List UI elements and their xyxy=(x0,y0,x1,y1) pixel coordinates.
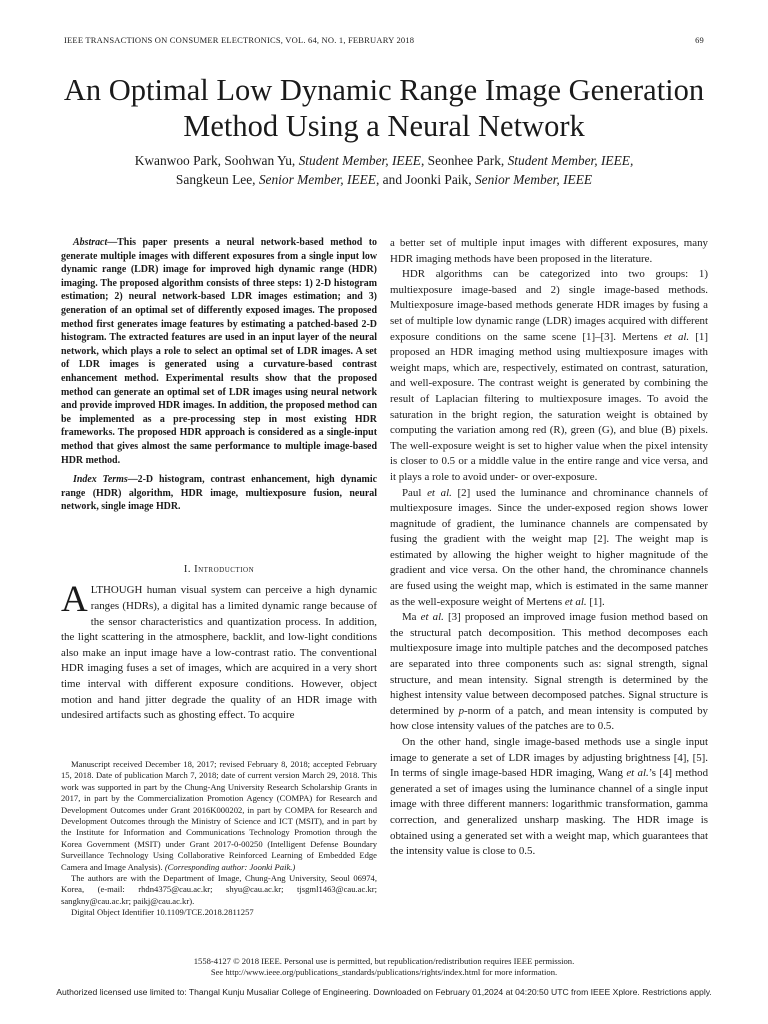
author-role-1: Student Member, IEEE xyxy=(298,153,421,168)
copyright-notice xyxy=(60,956,708,978)
section-heading xyxy=(61,562,377,578)
footnote-manuscript xyxy=(61,759,377,873)
p2-text-a: Paul xyxy=(402,486,428,499)
author-names-3: Sangkeun Lee, xyxy=(175,171,259,187)
paper-title xyxy=(40,72,728,144)
title-line-2: Method Using a Neural Network xyxy=(183,109,585,143)
right-paragraph-2 xyxy=(390,486,708,611)
author-names-1: Kwanwoo Park, Soohwan Yu, xyxy=(134,153,299,168)
page-number: 69 xyxy=(695,35,704,45)
p4-etal: et al. xyxy=(626,767,649,780)
corresponding-author: (Corresponding author: Joonki Paik.) xyxy=(164,861,296,872)
running-header xyxy=(64,35,704,49)
p2-text-b: [2] used the luminance and chrominance channels of multiexposure images. Since the under-exposed region shows lower magnitude of gradient, the luminance channels are compensated by fusing the gradient with the weight map [2]. The weight map is estimated by allowing the higher weight to higher magnitude of the gradient and vice versa. On the other hand, the chrominance channels are fused using the weight map, which is estimated in the same manner as the well-exposure weight of Mertens xyxy=(390,486,708,608)
index-terms xyxy=(61,473,377,514)
right-column xyxy=(390,236,708,860)
left-column xyxy=(61,236,377,724)
p4-text-b: ’s [4] method generated a set of images using the luminance channel of a single input image with three different manners: logarithmic transformation, gamma correction, and generalized unsharp masking. The HDR image is obtained using a generated set with a weight map, which guarantees that the intensity value is close to 0.5. xyxy=(390,767,709,858)
p2-etal: et al. xyxy=(427,486,452,499)
p3-text-c: -norm of a patch, and mean intensity is computed by how close intensity values of the patches are to 0.5. xyxy=(390,704,708,733)
section-title: Introduction xyxy=(194,563,255,575)
author-line-1 xyxy=(60,152,708,171)
author-names-4: , and Joonki Paik, xyxy=(375,171,475,187)
p1-etal: et al. xyxy=(663,330,690,343)
section-number: I. xyxy=(183,563,195,575)
p2-text-c: [1]. xyxy=(586,595,605,608)
p3-text-b: [3] proposed an improved image fusion method based on the structural patch decomposition. This method decomposes each multiexposure image into multiple patches and the decomposed patches are separated into three components such as: signal strength, signal structure, and mean intensity. Signal strength is determined by the highest intensity value between decomposed patches. Signal structure is determined by xyxy=(390,611,708,717)
intro-text: LTHOUGH human visual system can perceive a high dynamic ranges (HDRs), a digital has a limited dynamic range because of the sensor characteristics and quantization process. In addition, the light scattering in the atmosphere, backlit, and low-light conditions also make an input image have a low-contrast ratio. The conventional HDR imaging fuses a set of images, which are acquired in a very short time interval with different exposure conditions. However, object motion and hand jitter degrade the quality of an HDR image with undesired artifacts such as ghosting effect. To acquire xyxy=(61,584,377,722)
abstract xyxy=(61,236,377,467)
p1-text-a: HDR algorithms can be categorized into two groups: 1) multiexposure image-based and 2) single image-based methods. Multiexposure image-based methods generate HDR images by fusing a set of multiple low dynamic range (LDR) images acquired with different exposure conditions on the same scene [1]–[3]. Mertens xyxy=(390,268,708,343)
footnote xyxy=(61,759,377,919)
index-terms-text: —2-D histogram, contrast enhancement, high dynamic range (HDR) algorithm, HDR image, multiexposure fusion, neural network, single image HDR. xyxy=(61,474,377,513)
copyright-line-2: See http://www.ieee.org/publications_standards/publications/rights/index.html for more information. xyxy=(210,967,558,978)
right-paragraph-4 xyxy=(390,735,708,860)
abstract-label: Abstract xyxy=(73,237,108,248)
abstract-text: —This paper presents a neural network-based method to generate multiple images with different exposures from a single input low dynamic range (LDR) image for improved high dynamic range (HDR) imaging. The proposed algorithm consists of three steps: 1) 2-D histogram estimation; 2) neural network-based LDR images estimation; and 3) generation of an optimal set of differently exposed images. The proposed method first generates image features by estimating a patched-based 2-D histogram. The extracted features are used in an input layer of the neural network, which plays a role to select an optimal set of LDR images. A set of LDR images is generated using a curvature-based contrast enhancement method. Experimental results show that the proposed method can generate an optimal set of LDR images using neural network and provide improved HDR images. In addition, the proposed method can be implemented as a pre-processing step in most existing HDR frameworks. The proposed HDR approach is considered as a single-input method that gives almost the same performance to multiple image-based HDR method. xyxy=(61,237,377,466)
intro-paragraph xyxy=(61,579,377,723)
drop-cap: A xyxy=(61,579,88,621)
p3-p-norm: p xyxy=(458,704,465,717)
copyright-line-1: 1558-4127 © 2018 IEEE. Personal use is permitted, but republication/redistribution requires IEEE permission. xyxy=(193,956,575,966)
title-line-1: An Optimal Low Dynamic Range Image Generation xyxy=(63,73,705,107)
journal-name: IEEE TRANSACTIONS ON CONSUMER ELECTRONICS, VOL. 64, NO. 1, FEBRUARY 2018 xyxy=(64,35,415,45)
license-banner: Authorized licensed use limited to: Thangal Kunju Musaliar College of Engineering. Downloaded on February 01,2024 at 04:20:50 UTC from IEEE Xplore. Restrictions apply. xyxy=(56,987,712,997)
p1-text-b: [1] proposed an HDR imaging method using multiexposure images with weight maps, which are, respectively, estimated on contrast, saturation, and well-exposure. The contrast weight is generated by combining the result of Laplacian filtering to multiexposure images. To avoid the saturation in the bright region, the saturation weight is obtained by computing the variation among red (R), green (G), and blue (B) pixels. The well-exposure weight is set to higher value when the pixel intensity is closer to 0.5 or a middle value in the entire range and vice versa, and it plays a role to avoid under- or over-exposure. xyxy=(390,330,709,483)
right-paragraph-1 xyxy=(390,267,708,485)
right-paragraph-3 xyxy=(390,610,708,735)
author-role-4: Senior Member, IEEE xyxy=(474,171,593,187)
p3-etal: et al. xyxy=(420,611,444,624)
author-line-2 xyxy=(60,171,708,190)
index-terms-label: Index Terms xyxy=(73,474,128,486)
right-paragraph-0: a better set of multiple input images with different exposures, many HDR imaging methods have been proposed in the literature. xyxy=(390,237,708,265)
p4-text-a: On the other hand, single image-based methods use a single input image to generate a set of LDR images by adjusting brightness [4], [5]. In terms of single image-based HDR imaging, Wang xyxy=(390,736,708,780)
author-role-3: Senior Member, IEEE xyxy=(258,171,376,187)
footnote-manuscript-text: Manuscript received December 18, 2017; revised February 8, 2018; accepted February 15, 2018. Date of publication March 7, 2018; date of current version March 29, 2018. This work was supported in part by the Chung-Ang University Research Scholarship Grants in 2017, in part by the Commercialization Promotion Agency (COMPA) for Research and Development Outcomes under Grant 2016K000202, in part by COMPA for Research and Development Outcomes through the Ministry of Science and ICT (MSIT), and in part by the Institute for Information and Communications Technology Promotion through the Korea Government (MSIT) under Grant 2017-0-00250 (Intelligent Defense Boundary Surveillance Technology Using Collaborative Reinforced Learning of Embedded Edge Camera and Image Analysis). xyxy=(61,759,377,872)
author-names-2: , Seonhee Park, xyxy=(420,153,508,168)
footnote-doi: Digital Object Identifier 10.1109/TCE.2018.2811257 xyxy=(71,907,254,918)
p3-text-a: Ma xyxy=(402,611,421,624)
p2-etal-2: et al. xyxy=(564,595,587,608)
footnote-affiliation: The authors are with the Department of Image, Chung-Ang University, Seoul 06974, Korea, (e-mail: rhdn4375@cau.ac.kr; shyu@cau.ac.kr; tjsgml1463@cau.ac.kr; sangkny@cau.ac.kr; paikj@cau.ac.kr). xyxy=(61,873,377,906)
author-list xyxy=(60,152,708,189)
author-role-2: Student Member, IEEE, xyxy=(507,153,634,168)
